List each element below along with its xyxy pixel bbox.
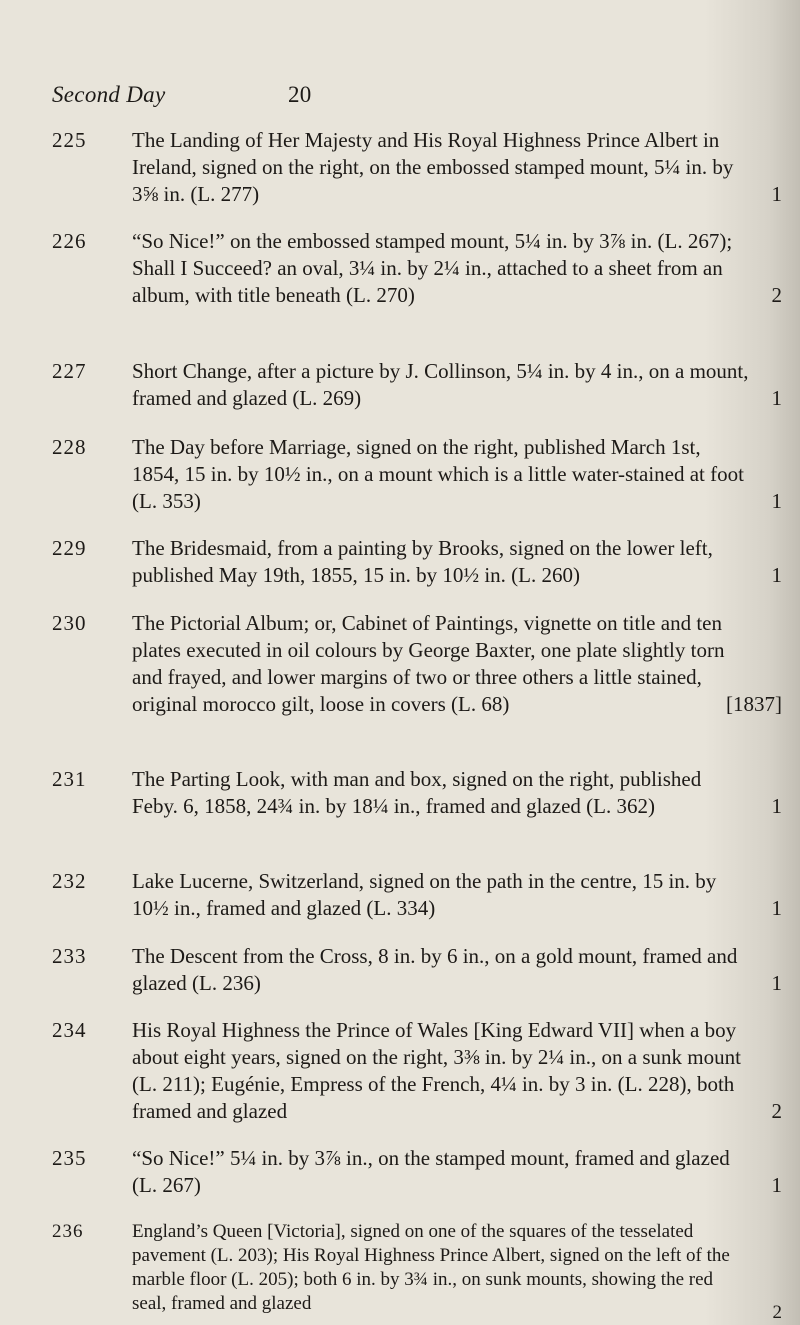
lot-number: 231 <box>52 767 87 791</box>
lot-number: 236 <box>52 1221 84 1242</box>
lot-number: 232 <box>52 869 87 893</box>
lot-quantity: 2 <box>771 1099 782 1123</box>
lot-quantity: 1 <box>771 794 782 818</box>
lot-description: The Day before Marriage, signed on the right, published March 1st, 1854, 15 in. by 10½ in., on a mount which is a little water-stained at foot (L. 353) <box>132 435 744 513</box>
lot-quantity: 1 <box>771 182 782 206</box>
lot-number: 228 <box>52 435 87 459</box>
lot-description: Lake Lucerne, Switzerland, signed on the path in the centre, 15 in. by 10½ in., framed and glazed (L. 334) <box>132 869 717 920</box>
lot-number: 233 <box>52 944 87 968</box>
page-header <box>52 82 752 108</box>
section-title: Second Day <box>52 82 166 107</box>
lot-description: Short Change, after a picture by J. Collinson, 5¼ in. by 4 in., on a mount, framed and glazed (L. 269) <box>132 359 749 410</box>
lot-quantity: 1 <box>771 1173 782 1197</box>
lot-quantity: [1837] <box>726 692 782 716</box>
lot-number: 234 <box>52 1018 87 1042</box>
lot-description: England’s Queen [Victoria], signed on one of the squares of the tesselated pavement (L. 203); His Royal Highness Prince Albert, signed on the left of the marble floor (L. 205); both 6 in. by 3¾ in., on sunk mounts, showing the red seal, framed and glazed <box>132 1221 730 1314</box>
lot-quantity: 1 <box>771 563 782 587</box>
lot-quantity: 1 <box>771 386 782 410</box>
lot-description: “So Nice!” on the embossed stamped mount, 5¼ in. by 3⅞ in. (L. 267); Shall I Succeed? an oval, 3¼ in. by 2¼ in., attached to a sheet from an album, with title beneath (L. 270) <box>132 229 733 307</box>
lot-description: The Pictorial Album; or, Cabinet of Paintings, vignette on title and ten plates executed in oil colours by George Baxter, one plate slightly torn and frayed, and lower margins of two or three others a little stained, original morocco gilt, loose in covers (L. 68) <box>132 611 725 716</box>
lot-description: The Bridesmaid, from a painting by Brooks, signed on the lower left, published May 19th, 1855, 15 in. by 10½ in. (L. 260) <box>132 536 713 587</box>
lot-description: “So Nice!” 5¼ in. by 3⅞ in., on the stamped mount, framed and glazed (L. 267) <box>132 1146 730 1197</box>
lot-number: 230 <box>52 611 87 635</box>
lot-number: 235 <box>52 1146 87 1170</box>
lot-number: 227 <box>52 359 87 383</box>
lot-quantity: 2 <box>771 283 782 307</box>
lot-description: The Descent from the Cross, 8 in. by 6 in., on a gold mount, framed and glazed (L. 236) <box>132 944 738 995</box>
lot-quantity: 1 <box>771 971 782 995</box>
lot-description: The Landing of Her Majesty and His Royal Highness Prince Albert in Ireland, signed on the right, on the embossed stamped mount, 5¼ in. by 3⅝ in. (L. 277) <box>132 128 734 206</box>
lot-quantity: 2 <box>772 1302 782 1323</box>
page-number: 20 <box>288 82 312 107</box>
lot-description: His Royal Highness the Prince of Wales [King Edward VII] when a boy about eight years, signed on the right, 3⅜ in. by 2¼ in., on a sunk mount (L. 211); Eugénie, Empress of the French, 4¼ in. by 3 in. (L. 228), both framed and glazed <box>132 1018 741 1123</box>
lot-number: 229 <box>52 536 87 560</box>
lot-description: The Parting Look, with man and box, signed on the right, published Feby. 6, 1858, 24¾ in. by 18¼ in., framed and glazed (L. 362) <box>132 767 702 818</box>
lot-quantity: 1 <box>771 896 782 920</box>
lot-quantity: 1 <box>771 489 782 513</box>
lot-number: 225 <box>52 128 87 152</box>
lot-number: 226 <box>52 229 87 253</box>
